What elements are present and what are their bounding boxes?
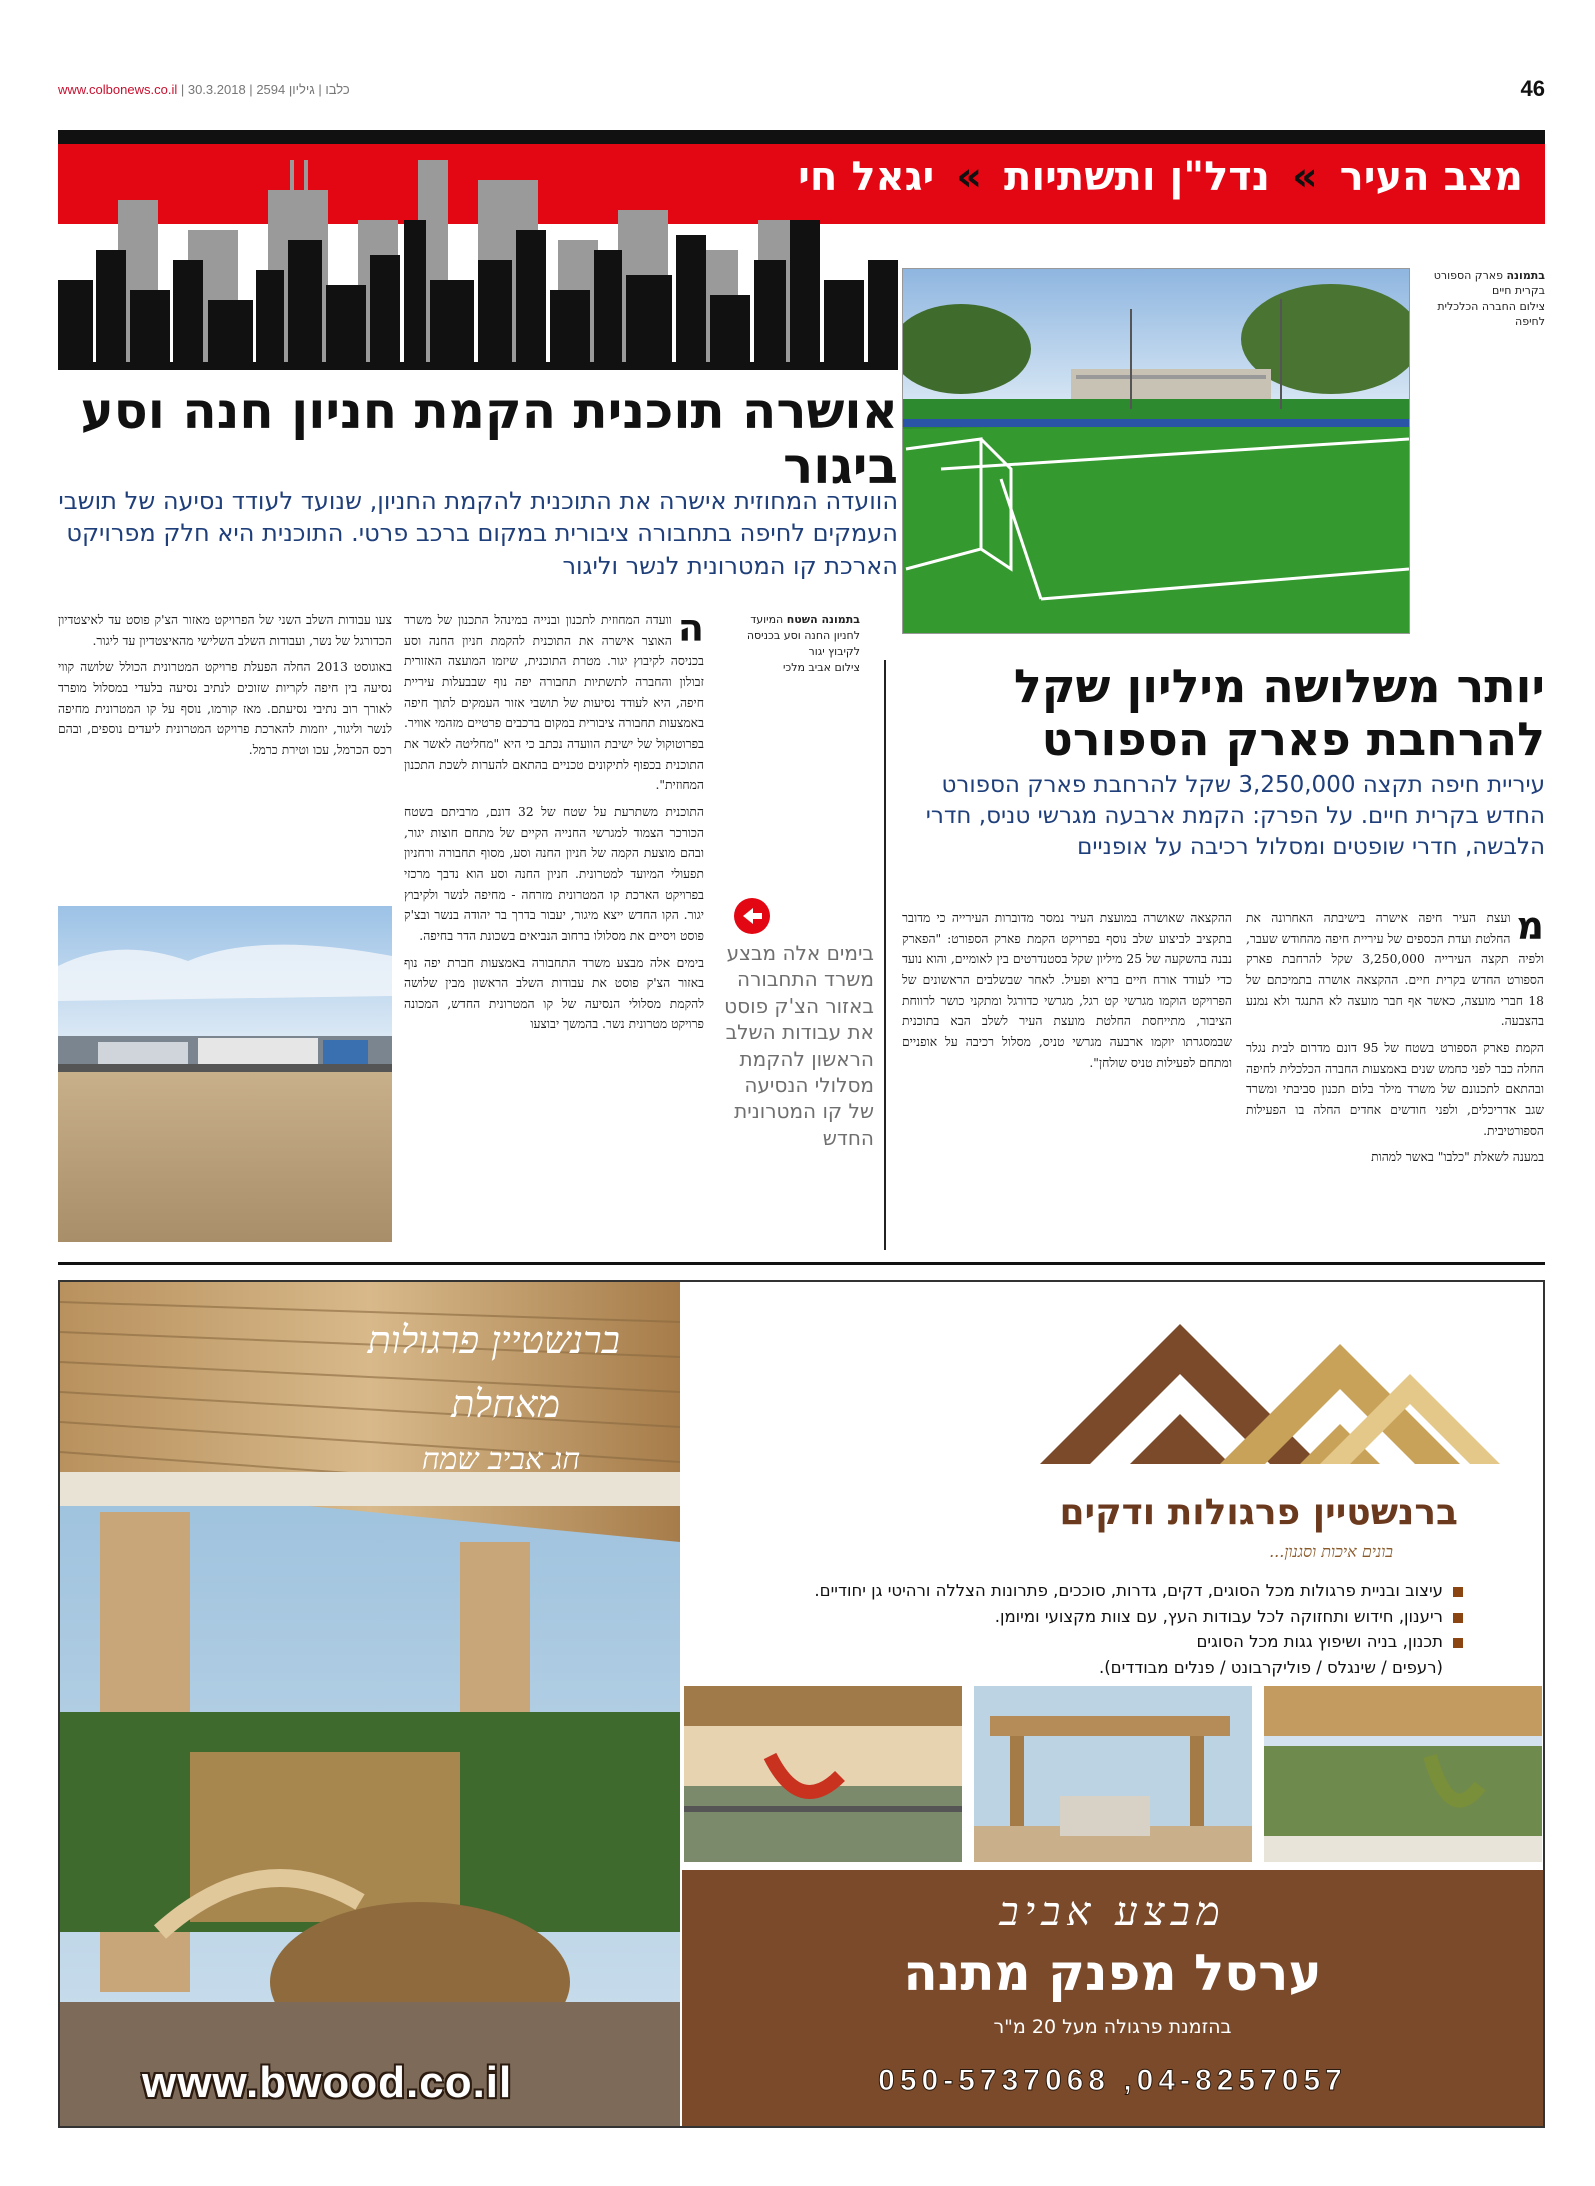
issue-meta: www.colbonews.co.il | כלבו | גיליון 2594 | 30.3.2018 <box>58 82 350 97</box>
rooftop-pergola-thumbnail <box>1262 1684 1544 1864</box>
page-number: 46 <box>1520 76 1545 101</box>
article-left-column-1 <box>404 606 704 1041</box>
banner-separator-1: » <box>1291 154 1318 200</box>
dropcap: ה <box>677 606 704 650</box>
caption-credit: צילום אביב מלכי <box>782 660 860 674</box>
section-name: מצב העיר <box>1339 154 1523 200</box>
list-item: תכנון, בניה ושיפוץ גגות מכל הסוגים <box>705 1629 1465 1655</box>
body-paragraph: וועדה המחוזית לתכנון ובנייה במינהל התכנון של משרד האוצר אישרה את התוכנית להקמת חניון החנה וסע בכניסה לקיבוץ יגור. מטרת התוכנית, שיזמו המועצה האזורית זבולון והחברה לתשתיות תחבורה יפה נוף שבבעלות עיריית חיפה, היא לעודד נסיעות של תושבי אזור העמקים לתוך חיפה באמצעות תחבורה ציבורית במקום ברכבים פרטיים מזהמי אוויר. בפרוטוקול של ישיבת הוועדה נכתב כי היא "מחליטה לאשר את התוכנית בכפוף לתיקונים טכניים בהתאם להערות לשכת התכנון המחוזית". <box>404 613 704 793</box>
pergola-advertisement[interactable] <box>58 1280 1545 2128</box>
sports-park-photo <box>902 268 1410 634</box>
parking-lot-caption <box>730 612 860 676</box>
ad-script-line-3: חג אביב שמח <box>421 1442 580 1477</box>
dropcap: מ <box>1516 904 1544 948</box>
page-header <box>58 76 1545 106</box>
ad-script-line-2: מאחלת <box>451 1382 560 1426</box>
offer-condition: בהזמנת פרגולה מעל 20 מ"ר <box>993 2016 1232 2038</box>
caption-credit: צילום החברה הכלכלית לחיפה <box>1437 299 1545 329</box>
section-banner-title <box>798 154 1523 200</box>
body-paragraph: במענה לשאלת "כלבו" באשר למהות <box>1371 1150 1544 1165</box>
parking-lot-photo <box>58 906 392 1242</box>
offer-gift: ערסל מפנק מתנה <box>903 1944 1322 2002</box>
ad-thumbnail-gallery <box>682 1684 1543 1864</box>
banner-separator-2: » <box>956 154 983 200</box>
article-right-lead: עיריית חיפה תקצה 3,250,000 שקל להרחבת פארק הספורט החדש בקרית חיים. על הפרק: הקמת ארבעה מגרשי טניס, חדרי הלבשה, חדרי שופטים ומסלול רכיבה על אופניים <box>925 772 1545 861</box>
ad-services-list <box>705 1578 1465 1680</box>
body-paragraph: הקמת פארק הספורט בשטח של 95 דונם מדרום לבית נגלר החלה כבר לפני כחמש שנים באמצעות החברה הכלכלית לחיפה ובהתאם לתכנונם של משרד מילר בלום תכנון סביבתי ומשרד שגב אדריכלים, ולפני חודשים אחדים החלה בו הפעילות הספורטיבית. <box>1246 1040 1544 1138</box>
body-paragraph: ועצת העיר חיפה אישרה בישיבתה האחרונה את החלטת ועדת הכספים של עיריית חיפה מהחודש שעבר, ולפיה תקצה העירייה 3,250,000 שקל להרחבת פארק הספורט החדש בקרית חיים. ההקצאה אושרה בתמיכתם של 18 חברי מועצה, כאשר אף חבר מועצה לא התנגד ולא נמנע בהצבעה. <box>1246 911 1544 1029</box>
pullquote-arrow-icon <box>734 898 770 934</box>
body-paragraph: צעו עבודות השלב השני של הפרויקט מאזור הצ'ק פוסט עד לאיצטדיון הכדורגל של נשר, ועבודות השלב השלישי מהאיצטדיון עד ליגור. <box>58 613 392 648</box>
section-divider <box>58 1262 1545 1265</box>
skyline-base-rule <box>58 362 898 370</box>
list-item-sub: (רעפים / שינגלס / פוליקרבונט / פנלים מבודדים). <box>1098 1657 1443 1677</box>
ad-offer-box <box>682 1870 1543 2126</box>
article-right-column-1 <box>1246 904 1544 1174</box>
bernstein-mountain-logo-icon <box>1020 1304 1500 1476</box>
offer-title: מבצע אביב <box>999 1889 1226 1935</box>
ad-brand-name: ברנשטיין פרגולות ודקים <box>1059 1492 1458 1533</box>
article-left-title: אושרה תוכנית הקמת חניון חנה וסע ביגור <box>80 382 898 495</box>
body-paragraph: באוגוסט 2013 החלה הפעלת פרויקט המטרונית הכולל שלושה קווי נסיעה בין חיפה לקריות שזוכים לנתיב נסיעה בלעדי במסלול מופרד לאורך רוב נתיבי נסיעתם. מאז קורמו, נוסף על קו המטרונית מחיפה לנשר וליגור, יוזמות להארכת פרויקט המטרונית ליעדים נוספים, ובהם רכס הכרמל, עכו וטירת כרמל. <box>58 660 392 757</box>
caption-text: פארק הספורט בקרית חיים <box>1433 269 1545 298</box>
ad-website-link[interactable]: www.bwood.co.il <box>142 2058 513 2107</box>
column-divider <box>884 660 886 1250</box>
balcony-hammock-thumbnail <box>682 1684 964 1864</box>
caption-text: המיועד לחניון החנה וסע בכניסה לקיבוץ יגור <box>746 613 860 658</box>
section-author: יגאל חי <box>798 154 935 200</box>
list-item: ריענון, חידוש ותחזוקה לכל עבודות העץ, עם צוות מקצועי ומיומן. <box>705 1604 1465 1630</box>
pergola-patio-thumbnail <box>972 1684 1254 1864</box>
ad-slogan: בונים איכות וסגנון... <box>1269 1542 1393 1561</box>
site-url[interactable]: www.colbonews.co.il <box>58 82 178 97</box>
issue-number: גיליון 2594 <box>256 82 315 97</box>
publication-name: כלבו <box>325 82 350 97</box>
ad-phone-numbers[interactable]: 050-5737068 ,04-8257057 <box>878 2064 1347 2097</box>
banner-top-rule <box>58 130 1545 144</box>
sports-park-caption <box>1425 268 1545 330</box>
city-skyline-illustration <box>58 160 898 370</box>
issue-date: 30.3.2018 <box>187 82 246 97</box>
article-left-lead: הוועדה המחוזית אישרה את התוכנית להקמת החניון, שנועד לעודד נסיעה של תושבי העמקים לחיפה בתחבורה ציבורית במקום ברכב פרטי. התוכנית היא חלק מפרויקט הארכת קו המטרונית לנשר וליגור <box>58 487 898 580</box>
list-item: עיצוב ובניית פרגולות מכל הסוגים, דקים, גדרות, סוככים, פתרונות הצללה ורהיטי גן יחודיים. <box>705 1578 1465 1604</box>
caption-label: בתמונה <box>1506 269 1545 282</box>
section-topic: נדל"ן ותשתיות <box>1004 154 1270 200</box>
ad-script-line-1: ברנשטיין פרגולות <box>367 1318 620 1362</box>
article-right-column-2 <box>902 908 1232 1079</box>
body-paragraph: ההקצאה שאושרה במועצת העיר נמסר מדוברות העירייה כי מדובר בתקציב לביצוע שלב נוסף בפרויקט הקמת פארק הספורט: "הפארק נבנה בהשקעה של 25 מיליון שקל בסטנדרטים בין לאומיים, והוא נועד כדי לעודד אורח חיים בריא ופעיל. לאחר שבשלבים הראשונים של הפרויקט הוקמו מגרשי קט רגל, מגרשי כדורגל ומתקני כושר לרווחת הציבור, מתייחסת החלטת מועצת העיר לשלב הבא בתוכנית שבמסגרתו יוקמו ארבעה מגרשי טניס, מסלול רכיבה על אופניים ומתחם לפעילות טניס שולחן". <box>902 911 1232 1070</box>
body-paragraph: התוכנית משתרעת על שטח של 32 דונם, מרביתם בשטח הכורכר הצמוד למגרשי החנייה הקיים של מתחם חוצות יגור, ובהם מוצעת הקמה של חניון החנה וסע, מסוף תחבורה ורחניון תפעולי המיועד למטרונית. חניון החנה וסע הוא נדבך מרכזי בפרויקט הארכת קו המטרונית מזרחה - מחיפה לנשר ולקיבוץ יגור. הקו החדש ייצא מיגור, יעבור בדרך בר יהודה בנשר ובצ'ק פוסט ויסיים את מסלולו ברחוב הנביאים בשכונת הדר בחיפה. <box>404 804 704 943</box>
body-paragraph: בימים אלה מבצע משרד התחבורה באמצעות חברת יפה נוף באזור הצ'ק פוסט את עבודות השלב הראשון מבין שלושה להקמת מסלולי הנסיעה של קו המטרונית החדש, המכונה פרויקט מטרונית נשר. בהמשך יבוצעו <box>404 955 704 1032</box>
caption-label: בתמונה השטח <box>786 613 860 626</box>
article-right-title: יותר משלושה מיליון שקל להרחבת פארק הספורט <box>1013 659 1545 766</box>
pergola-hammock-photo <box>60 1282 680 2126</box>
pullquote: בימים אלה מבצע משרד התחבורה באזור הצ'ק פוסט את עבודות השלב הראשון להקמת מסלולי הנסיעה של קו המטרונית החדש <box>724 941 874 1150</box>
article-left-column-2 <box>58 610 392 767</box>
